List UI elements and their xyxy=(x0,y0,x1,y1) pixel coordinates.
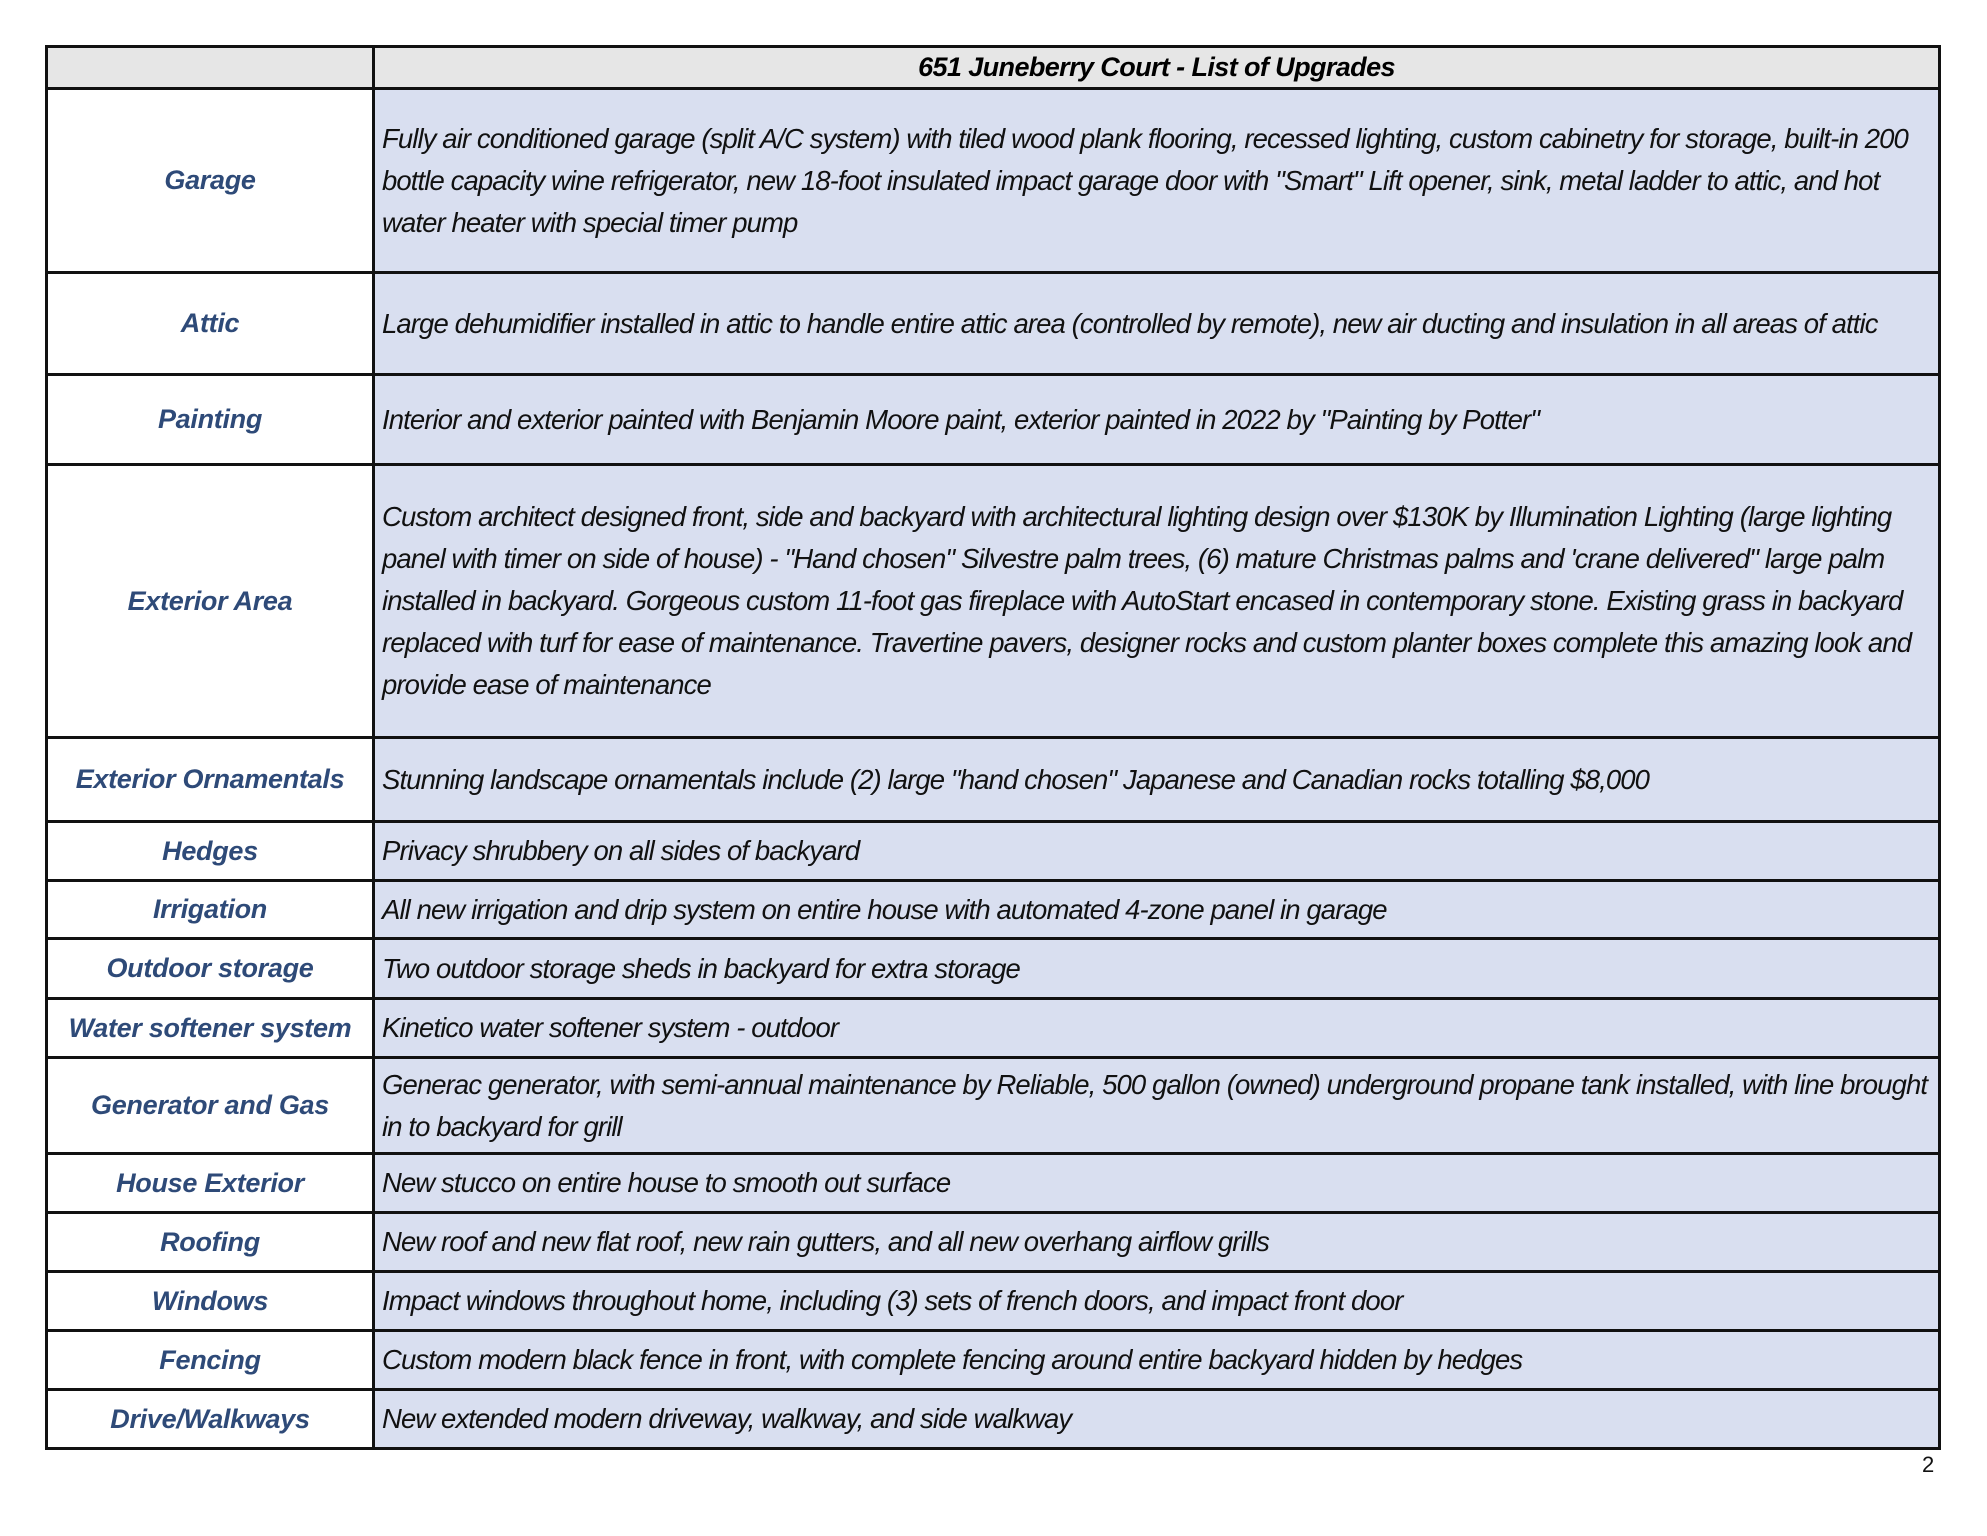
upgrade-description xyxy=(374,1058,1940,1154)
category-label: Outdoor storage xyxy=(47,939,374,999)
category-label: Drive/Walkways xyxy=(47,1390,374,1449)
category-label: Exterior Area xyxy=(47,465,374,738)
table-row-hedges xyxy=(47,822,1940,881)
table-title: 651 Juneberry Court - List of Upgrades xyxy=(374,47,1940,89)
category-label: Irrigation xyxy=(47,881,374,939)
page-number: 2 xyxy=(1922,1452,1935,1477)
upgrade-description xyxy=(374,1390,1940,1449)
description-text: Large dehumidifier installed in attic to handle entire attic area (controlled by remote), new air ducting and insulation in all areas of attic xyxy=(382,307,1878,339)
header-label-cell xyxy=(47,47,374,89)
upgrade-description xyxy=(374,1154,1940,1213)
upgrade-description xyxy=(374,999,1940,1058)
table-row-generator-and-gas xyxy=(47,1058,1940,1154)
upgrade-description xyxy=(374,939,1940,999)
category-label: Hedges xyxy=(47,822,374,881)
header-row xyxy=(47,47,1940,89)
description-text: Fully air conditioned garage (split A/C system) with tiled wood plank flooring, recessed lighting, custom cabinetry for storage, built-in 200 bottle capacity wine refrigerator, new 18-foot insulated impact garage door with "Smart" Lift opener, sink, metal ladder to attic, and hot water heater with special timer pump xyxy=(382,122,1908,238)
upgrades-table xyxy=(45,45,1941,1450)
category-label: Attic xyxy=(47,273,374,375)
table-row-water-softener xyxy=(47,999,1940,1058)
description-text: Two outdoor storage sheds in backyard for extra storage xyxy=(382,952,1020,984)
category-label: House Exterior xyxy=(47,1154,374,1213)
table-row-painting xyxy=(47,375,1940,465)
description-text: Stunning landscape ornamentals include (2) large "hand chosen" Japanese and Canadian rocks totalling $8,000 xyxy=(382,763,1650,795)
description-text: Kinetico water softener system - outdoor xyxy=(382,1012,839,1043)
upgrade-description xyxy=(374,881,1940,939)
table-row-outdoor-storage xyxy=(47,939,1940,999)
upgrade-description xyxy=(374,822,1940,881)
description-text: Privacy shrubbery on all sides of backyard xyxy=(382,835,860,866)
description-text: Custom architect designed front, side and backyard with architectural lighting design over $130K by Illumination Lighting (large lighting panel with timer on side of house) - "Hand chosen" Silvestre palm trees, (6) mature Christmas palms and 'crane delivered" large palm installed in backyard. Gorgeous custom 11-foot gas fireplace with AutoStart encased in contemporary stone. Existing grass in backyard replaced with turf for ease of maintenance. Travertine pavers, designer rocks and custom planter boxes complete this amazing look and provide ease of maintenance xyxy=(382,501,1912,700)
table-row-irrigation xyxy=(47,881,1940,939)
description-text: Custom modern black fence in front, with complete fencing around entire backyard hidden by hedges xyxy=(382,1344,1523,1375)
description-text: New roof and new flat roof, new rain gutters, and all new overhang airflow grills xyxy=(382,1226,1270,1257)
upgrade-description xyxy=(374,738,1940,822)
table-row-attic xyxy=(47,273,1940,375)
upgrade-description xyxy=(374,465,1940,738)
table-row-drive-walkways xyxy=(47,1390,1940,1449)
upgrade-description xyxy=(374,1213,1940,1272)
table-row-exterior-ornamentals xyxy=(47,738,1940,822)
table-row-windows xyxy=(47,1272,1940,1331)
category-label: Windows xyxy=(47,1272,374,1331)
category-label: Exterior Ornamentals xyxy=(47,738,374,822)
category-label: Roofing xyxy=(47,1213,374,1272)
table-row-roofing xyxy=(47,1213,1940,1272)
category-label: Water softener system xyxy=(47,999,374,1058)
upgrade-description xyxy=(374,1272,1940,1331)
upgrade-description xyxy=(374,1331,1940,1390)
table-row-garage xyxy=(47,89,1940,273)
category-label: Fencing xyxy=(47,1331,374,1390)
description-text: All new irrigation and drip system on entire house with automated 4-zone panel in garage xyxy=(382,893,1387,925)
table-row-house-exterior xyxy=(47,1154,1940,1213)
upgrade-description xyxy=(374,273,1940,375)
upgrade-description xyxy=(374,89,1940,273)
category-label: Garage xyxy=(47,89,374,273)
description-text: Interior and exterior painted with Benjamin Moore paint, exterior painted in 2022 by "Painting by Potter" xyxy=(382,403,1540,435)
category-label: Generator and Gas xyxy=(47,1058,374,1154)
description-text: Generac generator, with semi-annual maintenance by Reliable, 500 gallon (owned) underground propane tank installed, with line brought in to backyard for grill xyxy=(382,1068,1928,1142)
table-row-fencing xyxy=(47,1331,1940,1390)
upgrade-description xyxy=(374,375,1940,465)
category-label: Painting xyxy=(47,375,374,465)
table-row-exterior-area xyxy=(47,465,1940,738)
description-text: Impact windows throughout home, including (3) sets of french doors, and impact front door xyxy=(382,1285,1403,1316)
description-text: New extended modern driveway, walkway, and side walkway xyxy=(382,1403,1072,1434)
description-text: New stucco on entire house to smooth out surface xyxy=(382,1167,951,1198)
